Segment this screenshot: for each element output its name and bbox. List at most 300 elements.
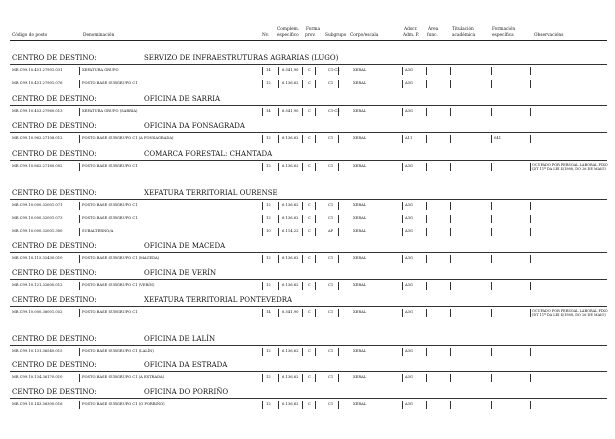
header-adscr-2: Adm. P.	[403, 33, 420, 38]
column-divider	[450, 135, 451, 143]
column-divider	[315, 202, 316, 210]
column-divider	[302, 215, 303, 223]
column-divider	[315, 228, 316, 236]
column-divider	[491, 163, 492, 171]
cell-corpo: XERAL	[353, 203, 367, 207]
cell-complemento: 6.114,22	[282, 229, 299, 233]
cell-complemento: 6.136,62	[282, 136, 299, 140]
column-divider	[426, 215, 427, 223]
cell-code: MR.C99.10.143.36300.016	[12, 402, 63, 406]
cell-subgrupo: C1	[328, 310, 334, 314]
cell-forma: C	[308, 349, 311, 353]
column-divider	[79, 67, 80, 75]
cell-subgrupo: C1	[328, 375, 334, 379]
cell-corpo: XERAL	[353, 349, 367, 353]
column-divider	[278, 348, 279, 356]
section-rule	[10, 252, 607, 253]
section-rule	[10, 64, 607, 65]
column-divider	[302, 228, 303, 236]
cell-subgrupo: C1	[328, 402, 334, 406]
header-subgrupo: Subgrupo	[325, 33, 347, 38]
header-titulacion-1: Titulación	[452, 27, 474, 32]
section-label: CENTRO DE DESTINO:	[12, 335, 97, 343]
cell-subgrupo: AP	[328, 229, 334, 233]
column-divider	[79, 108, 80, 116]
section-rule	[10, 105, 607, 106]
column-divider	[262, 80, 263, 88]
cell-subgrupo: C1	[328, 136, 334, 140]
section-label: CENTRO DE DESTINO:	[12, 388, 97, 396]
cell-forma: C	[308, 164, 311, 168]
column-divider	[315, 215, 316, 223]
column-divider	[315, 255, 316, 263]
header-forma-1: Forma	[306, 27, 321, 32]
column-divider	[491, 80, 492, 88]
column-divider	[530, 80, 531, 88]
cell-complemento: 6.136,62	[282, 402, 299, 406]
column-divider	[79, 309, 80, 317]
cell-forma: C	[308, 375, 311, 379]
table-row	[10, 201, 607, 210]
header-observacions: Observacións	[534, 33, 564, 38]
section-label: CENTRO DE DESTINO:	[12, 269, 97, 277]
column-divider	[450, 67, 451, 75]
cell-code: MR.C99.10.000.36001.052	[12, 310, 63, 314]
cell-corpo: XERAL	[353, 216, 367, 220]
column-divider	[315, 374, 316, 382]
cell-adscricion: A3G	[405, 164, 413, 168]
column-divider	[450, 401, 451, 409]
cell-denominacion: POSTO BASE SUBGRUPO C1 (A ESTRADA)	[82, 375, 165, 379]
column-divider	[402, 80, 403, 88]
cell-corpo: XERAL	[353, 81, 367, 85]
header-formacion-1: Formación	[492, 27, 516, 32]
cell-nv: 10	[266, 229, 271, 233]
column-divider	[79, 228, 80, 236]
cell-corpo: XERAL	[353, 310, 367, 314]
column-divider	[79, 80, 80, 88]
column-divider	[491, 374, 492, 382]
cell-denominacion: POSTO BASE SUBGRUPO C1	[82, 81, 138, 85]
column-divider	[262, 228, 263, 236]
column-divider	[402, 309, 403, 317]
cell-nv: 14	[266, 109, 271, 113]
column-divider	[79, 401, 80, 409]
header-area-1: Área	[428, 27, 439, 32]
column-divider	[402, 374, 403, 382]
column-divider	[530, 228, 531, 236]
column-divider	[530, 135, 531, 143]
cell-adscricion: A3G	[405, 283, 413, 287]
column-divider	[79, 255, 80, 263]
column-divider	[491, 67, 492, 75]
column-divider	[278, 67, 279, 75]
cell-complemento: 6.136,62	[282, 164, 299, 168]
column-divider	[302, 108, 303, 116]
header-complem-1: Complem.	[277, 27, 300, 32]
column-divider	[530, 401, 531, 409]
header-corpo: Corpo/escala	[350, 33, 379, 38]
cell-adscricion: A3G	[405, 310, 413, 314]
cell-corpo: XERAL	[353, 109, 367, 113]
section-name: COMARCA FORESTAL: CHANTADA	[144, 150, 273, 158]
column-divider	[262, 108, 263, 116]
column-divider	[315, 80, 316, 88]
cell-subgrupo: C1	[328, 216, 334, 220]
cell-complemento: 6.541,90	[282, 68, 299, 72]
column-divider	[302, 80, 303, 88]
cell-denominacion: POSTO BASE SUBGRUPO C1 (LALÍN)	[82, 349, 154, 353]
column-divider	[338, 202, 339, 210]
column-divider	[278, 135, 279, 143]
column-divider	[530, 202, 531, 210]
section-label: CENTRO DE DESTINO:	[12, 95, 97, 103]
column-divider	[315, 309, 316, 317]
section-rule	[10, 398, 607, 399]
column-divider	[426, 108, 427, 116]
cell-adscricion: A3G	[405, 375, 413, 379]
column-divider	[79, 163, 80, 171]
header-adscr-1: Adscr.	[404, 27, 418, 32]
column-divider	[530, 348, 531, 356]
cell-forma: C	[308, 256, 311, 260]
section-label: CENTRO DE DESTINO:	[12, 189, 97, 197]
column-divider	[402, 255, 403, 263]
column-divider	[262, 67, 263, 75]
cell-forma: C	[308, 203, 311, 207]
cell-denominacion: POSTO BASE SUBGRUPO C1	[82, 164, 138, 168]
column-divider	[402, 67, 403, 75]
cell-subgrupo: C1	[328, 203, 334, 207]
column-divider	[315, 282, 316, 290]
section-label: CENTRO DE DESTINO:	[12, 242, 97, 250]
header-area-2: func.	[427, 33, 438, 38]
column-divider	[402, 202, 403, 210]
column-divider	[315, 163, 316, 171]
section-name: OFICINA DE VERÍN	[144, 269, 217, 277]
column-divider	[262, 401, 263, 409]
column-divider	[491, 215, 492, 223]
column-divider	[262, 309, 263, 317]
column-divider	[278, 80, 279, 88]
cell-forma: C	[308, 229, 311, 233]
column-divider	[426, 309, 427, 317]
column-divider	[302, 309, 303, 317]
cell-code: MR.C99.10.115.32430.010	[12, 256, 63, 260]
cell-adscricion: A3G	[405, 68, 413, 72]
section-rule	[10, 160, 607, 161]
header-titulacion-2: académica	[452, 33, 476, 38]
cell-complemento: 6.136,62	[282, 349, 299, 353]
cell-corpo: XERAL	[353, 164, 367, 168]
column-divider	[79, 215, 80, 223]
cell-adscricion: A11	[405, 136, 413, 140]
column-divider	[79, 282, 80, 290]
cell-code: MR.C99.10.121.32600.012	[12, 283, 63, 287]
cell-observacions: OCUPADO POR PERSOAL LABORAL FIXO (DT 11ª DA LEI 4/1988, DO 26 DE MAIO)	[532, 162, 608, 171]
cell-adscricion: A3G	[405, 256, 413, 260]
column-divider	[302, 374, 303, 382]
header-denominacion: Denominación	[83, 33, 115, 38]
cell-observacions: OCUPADO POR PERSOAL LABORAL FIXO (DT 11ª DA LEI 4/1988, DO 26 DE MAIO)	[532, 308, 608, 317]
column-divider	[530, 282, 531, 290]
column-divider	[262, 215, 263, 223]
section-name: XEFATURA TERRITORIAL PONTEVEDRA	[144, 296, 293, 304]
section-label: CENTRO DE DESTINO:	[12, 122, 97, 130]
column-divider	[262, 374, 263, 382]
column-divider	[450, 215, 451, 223]
cell-nv: 12	[266, 164, 271, 168]
section-name: OFICINA DA ESTRADA	[144, 361, 228, 369]
cell-corpo: XERAL	[353, 402, 367, 406]
cell-adscricion: A3G	[405, 216, 413, 220]
column-divider	[338, 80, 339, 88]
column-divider	[491, 401, 492, 409]
cell-nv: 12	[266, 402, 271, 406]
cell-forma: C	[308, 68, 311, 72]
table-row	[10, 254, 607, 263]
cell-code: MR.C99.10.451.27901.031	[12, 68, 63, 72]
table-row	[10, 347, 607, 356]
cell-subgrupo: C1-C2	[328, 68, 340, 72]
cell-code: MR.C99.10.000.32001.300	[12, 229, 63, 233]
column-divider	[450, 80, 451, 88]
column-divider	[426, 348, 427, 356]
column-divider	[402, 348, 403, 356]
column-divider	[302, 401, 303, 409]
column-divider	[402, 135, 403, 143]
column-divider	[338, 255, 339, 263]
column-divider	[338, 282, 339, 290]
cell-subgrupo: C1	[328, 256, 334, 260]
section-rule	[10, 132, 607, 133]
column-divider	[315, 135, 316, 143]
section-label: CENTRO DE DESTINO:	[12, 150, 97, 158]
cell-corpo: XERAL	[353, 68, 367, 72]
column-divider	[338, 215, 339, 223]
column-divider	[491, 135, 492, 143]
column-divider	[426, 228, 427, 236]
column-divider	[530, 255, 531, 263]
cell-nv: 12	[266, 349, 271, 353]
column-divider	[262, 163, 263, 171]
cell-nv: 12	[266, 136, 271, 140]
cell-code: MR.C99.10.134.36170.010	[12, 375, 63, 379]
column-divider	[426, 163, 427, 171]
column-divider	[302, 67, 303, 75]
cell-denominacion: POSTO BASE SUBGRUPO C1 (MACEDA)	[82, 256, 160, 260]
cell-corpo: XERAL	[353, 256, 367, 260]
column-divider	[402, 228, 403, 236]
column-divider	[278, 163, 279, 171]
cell-nv: 14	[266, 68, 271, 72]
cell-complemento: 6.136,62	[282, 203, 299, 207]
cell-denominacion: POSTO BASE SUBGRUPO C1	[82, 203, 138, 207]
section-name: XEFATURA TERRITORIAL OURENSE	[144, 189, 278, 197]
table-row	[10, 281, 607, 290]
cell-complemento: 6.541,90	[282, 310, 299, 314]
cell-code: MR.C99.10.453.27960.013	[12, 109, 63, 113]
column-divider	[338, 374, 339, 382]
column-divider	[302, 202, 303, 210]
table-row	[10, 227, 607, 236]
column-divider	[278, 108, 279, 116]
column-divider	[278, 374, 279, 382]
cell-code: MR.C99.10.862.27160.002	[12, 164, 63, 168]
header-rule	[10, 40, 607, 41]
column-divider	[315, 401, 316, 409]
column-divider	[450, 202, 451, 210]
cell-forma: C	[308, 216, 311, 220]
column-divider	[491, 309, 492, 317]
column-divider	[338, 228, 339, 236]
column-divider	[338, 135, 339, 143]
cell-subgrupo: C1	[328, 81, 334, 85]
cell-denominacion: POSTO BASE SUBGRUPO C1	[82, 310, 138, 314]
column-divider	[491, 202, 492, 210]
column-divider	[262, 348, 263, 356]
cell-forma: C	[308, 81, 311, 85]
column-divider	[450, 309, 451, 317]
cell-code: MR.C99.10.131.36540.015	[12, 349, 63, 353]
table-row	[10, 373, 607, 382]
cell-denominacion: POSTO BASE SUBGRUPO C1 (O PORRIÑO)	[82, 402, 165, 406]
cell-corpo: XERAL	[353, 136, 367, 140]
header-codigo: Código do posto	[12, 33, 48, 38]
cell-denominacion: POSTO BASE SUBGRUPO C1 (A FONSAGRADA)	[82, 136, 174, 140]
cell-corpo: XERAL	[353, 375, 367, 379]
column-divider	[426, 80, 427, 88]
column-divider	[491, 108, 492, 116]
column-divider	[426, 67, 427, 75]
cell-denominacion: POSTO BASE SUBGRUPO C1 (VERÍN)	[82, 283, 155, 287]
table-row	[10, 134, 607, 143]
cell-nv: 12	[266, 216, 271, 220]
cell-subgrupo: C1	[328, 283, 334, 287]
column-divider	[338, 163, 339, 171]
column-divider	[450, 348, 451, 356]
cell-nv: 14	[266, 310, 271, 314]
cell-nv: 12	[266, 256, 271, 260]
cell-subgrupo: C1	[328, 164, 334, 168]
cell-nv: 12	[266, 81, 271, 85]
column-divider	[315, 67, 316, 75]
cell-complemento: 6.136,62	[282, 283, 299, 287]
column-divider	[530, 163, 531, 171]
section-name: OFICINA DE MACEDA	[144, 242, 226, 250]
cell-complemento: 6.541,90	[282, 109, 299, 113]
column-divider	[315, 348, 316, 356]
column-divider	[491, 255, 492, 263]
cell-subgrupo: C1-C2	[328, 109, 340, 113]
cell-denominacion: POSTO BASE SUBGRUPO C1	[82, 216, 138, 220]
column-divider	[450, 255, 451, 263]
column-divider	[402, 282, 403, 290]
cell-forma: C	[308, 136, 311, 140]
column-divider	[530, 108, 531, 116]
column-divider	[402, 163, 403, 171]
column-divider	[302, 282, 303, 290]
column-divider	[278, 202, 279, 210]
cell-complemento: 6.136,62	[282, 81, 299, 85]
column-divider	[426, 401, 427, 409]
column-divider	[530, 374, 531, 382]
cell-formacion: 041	[494, 136, 502, 140]
section-name: OFICINA DE LALÍN	[144, 335, 216, 343]
column-divider	[262, 202, 263, 210]
column-divider	[278, 215, 279, 223]
column-divider	[491, 348, 492, 356]
cell-corpo: XERAL	[353, 229, 367, 233]
column-divider	[402, 401, 403, 409]
section-name: OFICINA DA FONSAGRADA	[144, 122, 245, 130]
column-divider	[450, 282, 451, 290]
column-divider	[426, 202, 427, 210]
section-rule	[10, 371, 607, 372]
cell-code: MR.C99.10.000.32001.071	[12, 203, 63, 207]
cell-adscricion: A3G	[405, 402, 413, 406]
cell-denominacion: XEFATURA GRUPO (SARRIA)	[82, 109, 138, 113]
column-divider	[530, 67, 531, 75]
section-name: SERVIZO DE INFRAESTRUTURAS AGRARIAS (LUGO)	[144, 54, 339, 62]
column-divider	[426, 255, 427, 263]
column-divider	[426, 282, 427, 290]
column-divider	[302, 135, 303, 143]
section-rule	[10, 199, 607, 200]
cell-nv: 12	[266, 283, 271, 287]
cell-complemento: 6.136,62	[282, 216, 299, 220]
column-divider	[426, 135, 427, 143]
column-divider	[278, 401, 279, 409]
cell-adscricion: A3G	[405, 349, 413, 353]
table-row	[10, 162, 607, 171]
column-divider	[79, 348, 80, 356]
section-name: OFICINA DE SARRIA	[144, 95, 221, 103]
column-divider	[262, 282, 263, 290]
column-divider	[79, 202, 80, 210]
cell-adscricion: A3G	[405, 109, 413, 113]
cell-corpo: XERAL	[353, 283, 367, 287]
header-complem-2: específico	[277, 33, 299, 38]
cell-complemento: 6.136,62	[282, 375, 299, 379]
column-divider	[426, 374, 427, 382]
section-label: CENTRO DE DESTINO:	[12, 361, 97, 369]
column-divider	[450, 108, 451, 116]
column-divider	[302, 348, 303, 356]
column-divider	[278, 282, 279, 290]
header-forma-2: prov.	[305, 33, 316, 38]
cell-complemento: 6.136,62	[282, 256, 299, 260]
table-row	[10, 400, 607, 409]
column-divider	[278, 228, 279, 236]
cell-nv: 12	[266, 375, 271, 379]
section-rule	[10, 279, 607, 280]
column-divider	[530, 309, 531, 317]
cell-nv: 12	[266, 203, 271, 207]
cell-adscricion: A3G	[405, 229, 413, 233]
cell-subgrupo: C1	[328, 349, 334, 353]
section-label: CENTRO DE DESTINO:	[12, 296, 97, 304]
table-row	[10, 107, 607, 116]
cell-forma: C	[308, 310, 311, 314]
header-nv: Nv.	[262, 33, 270, 38]
cell-adscricion: A3G	[405, 203, 413, 207]
column-divider	[402, 108, 403, 116]
column-divider	[262, 255, 263, 263]
column-divider	[338, 401, 339, 409]
column-divider	[338, 348, 339, 356]
cell-code: MR.C99.10.451.27901.076	[12, 81, 63, 85]
